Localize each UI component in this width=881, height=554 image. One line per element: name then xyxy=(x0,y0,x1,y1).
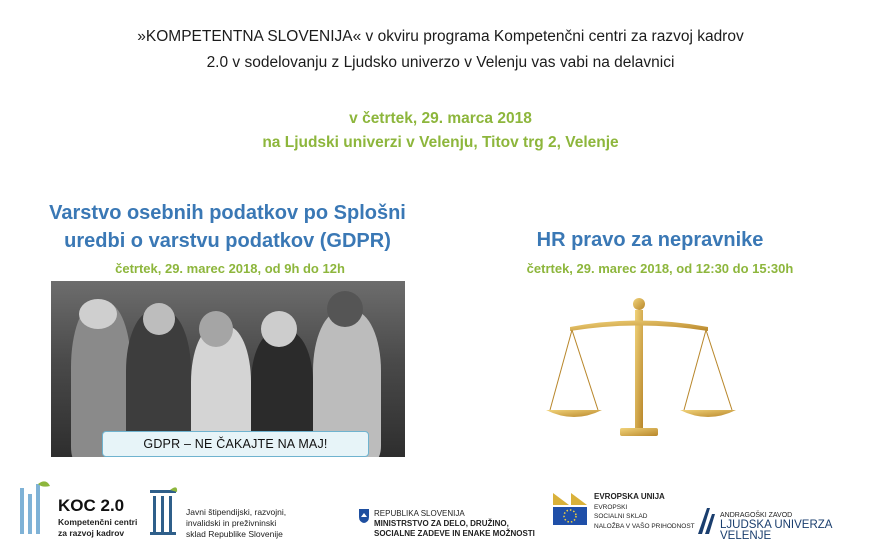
event-venue: na Ljudski univerzi v Velenju, Titov trg 2, Velenje xyxy=(262,134,619,151)
gdpr-banner: GDPR – NE ČAKAJTE NA MAJ! xyxy=(102,431,369,457)
scales-icon xyxy=(540,292,740,442)
workshop-2-time: četrtek, 29. marec 2018, od 12:30 do 15:30h xyxy=(526,261,794,276)
sklad-line-2: invalidski in preživninski xyxy=(186,518,277,528)
koc-logo-icon xyxy=(12,478,62,536)
sklad-line-3: sklad Republike Slovenije xyxy=(186,529,283,539)
slovenia-coat-icon xyxy=(358,508,370,524)
rs-line-3: SOCIALNE ZADEVE IN ENAKE MOŽNOSTI xyxy=(374,529,535,538)
koc-sub-2: za razvoj kadrov xyxy=(58,528,125,538)
eu-line-3: SOCIALNI SKLAD xyxy=(594,513,648,520)
koc-sub-1: Kompetenčni centri xyxy=(58,517,138,527)
sklad-logo-icon xyxy=(148,486,178,538)
workshop-1-title-line-2: uredbi o varstvu podatkov (GDPR) xyxy=(64,230,391,252)
luv-logo-icon xyxy=(697,506,717,536)
workshop-1-title-line-1: Varstvo osebnih podatkov po Splošni xyxy=(49,202,406,224)
intro-line-2: 2.0 v sodelovanju z Ljudsko univerzo v Velenju vas vabi na delavnici xyxy=(206,54,675,71)
luv-line-1: ANDRAGOŠKI ZAVOD xyxy=(720,512,793,519)
sklad-line-1: Javni štipendijski, razvojni, xyxy=(186,507,287,517)
workshop-2-title: HR pravo za nepravnike xyxy=(536,229,764,251)
rs-line-2: MINISTRSTVO ZA DELO, DRUŽINO, xyxy=(374,519,509,528)
eu-line-4: NALOŽBA V VAŠO PRIHODNOST xyxy=(594,523,695,530)
intro-line-1: »KOMPETENTNA SLOVENIJA« v okviru programa Kompetenčni centri za razvoj kadrov xyxy=(137,28,744,45)
esf-logo-icon xyxy=(551,491,589,527)
rs-line-1: REPUBLIKA SLOVENIJA xyxy=(374,509,465,518)
eu-line-1: EVROPSKA UNIJA xyxy=(594,492,665,501)
workshop-1-time: četrtek, 29. marec 2018, od 9h do 12h xyxy=(115,261,345,276)
luv-line-2: LJUDSKA UNIVERZA VELENJE xyxy=(720,519,832,542)
event-date: v četrtek, 29. marca 2018 xyxy=(349,110,532,127)
eu-line-2: EVROPSKI xyxy=(594,504,628,511)
koc-title: KOC 2.0 xyxy=(58,496,125,515)
